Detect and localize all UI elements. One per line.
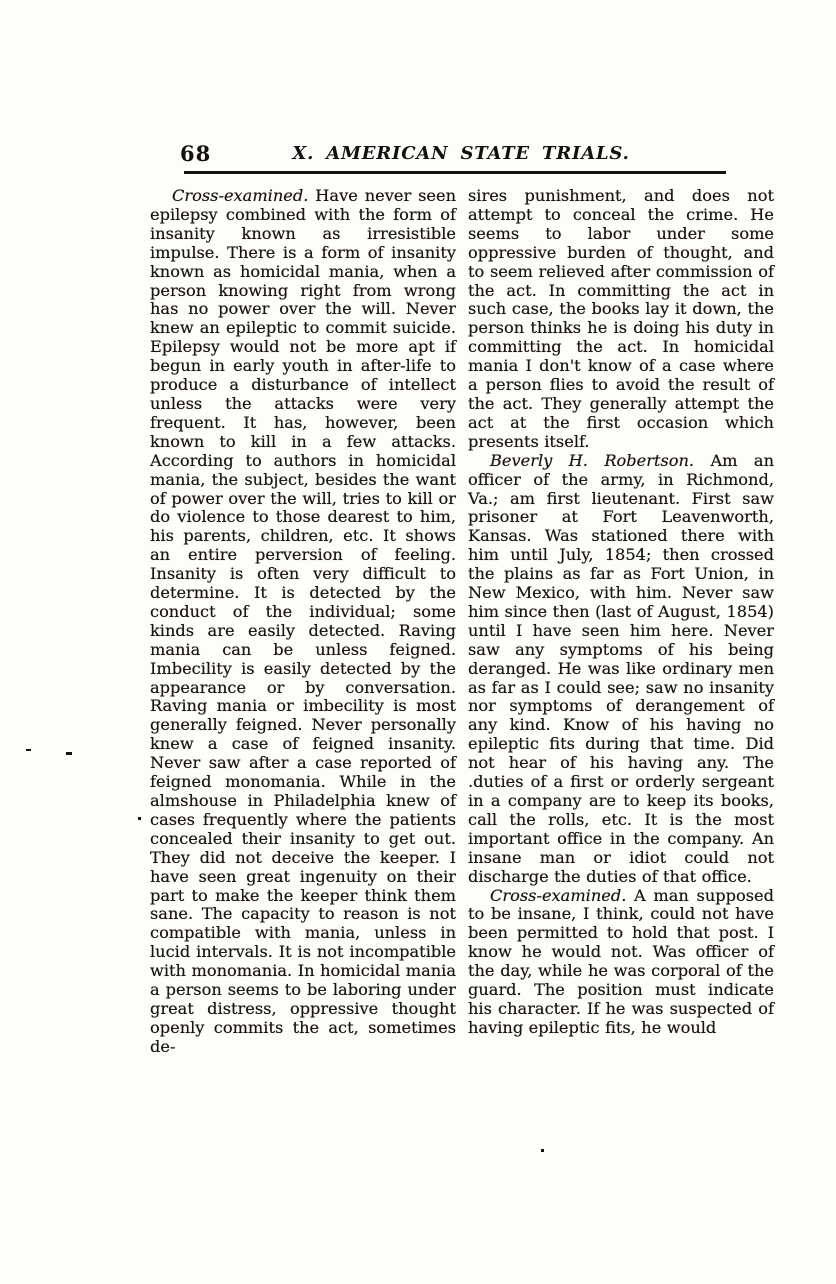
paragraph	[150, 187, 456, 1057]
paragraph-lead: Cross-examined.	[172, 186, 309, 205]
paragraph-text: sires punishment, and does not attempt to conceal the crime. He seems to labor under some oppressive burden of thought, and to seem relieved after commission of the act. In committing the act in such case, the books lay it down, the person thinks he is doing his duty in committing the act. In homicidal mania I don't know of a case where a person flies to avoid the result of the act. They generally attempt the act at the first occasion which presents itself.	[468, 186, 774, 451]
paragraph-text: Have never seen epilepsy combined with the form of insanity known as irresistible impulse. There is a form of insanity known as homicidal mania, when a person knowing right from wrong has no power over the will. Never knew an epileptic to commit suicide. Epilepsy would not be more apt if begun in early youth in after-life to produce a disturbance of intellect unless the attacks were very frequent. It has, however, been known to kill in a few attacks. According to authors in homicidal mania, the subject, besides the want of power over the will, tries to kill or do violence to those dearest to him, his parents, children, etc. It shows an entire perversion of feeling. Insanity is often very difficult to determine. It is detected by the conduct of the individual; some kinds are easily detected. Raving mania can be unless feigned. Imbecility is easily detected by the appearance or by conversation. Raving mania or imbecility is most generally feigned. Never personally knew a case of feigned insanity. Never saw after a case reported of feigned monomania. While in the almshouse in Philadelphia knew of cases frequently where the patients concealed their insanity to get out. They did not deceive the keeper. I have seen great ingenuity on their part to make the keeper think them sane. The capacity to reason is not compatible with mania, unless in lucid intervals. It is not incompatible with monomania. In homicidal mania a person seems to be laboring under great distress, oppressive thought openly commits the act, sometimes de-	[150, 186, 456, 1056]
print-artifact	[66, 752, 72, 755]
text-columns	[150, 187, 774, 1057]
left-column	[150, 187, 456, 1057]
paragraph-text: Am an officer of the army, in Richmond, Va.; am first lieutenant. First saw prisoner at Fort Leavenworth, Kansas. Was stationed there with him until July, 1854; then crossed the plains as far as Fort Union, in New Mexico, with him. Never saw him since then (last of August, 1854) until I have seen him here. Never saw any symptoms of his being deranged. He was like ordinary men as far as I could see; saw no insanity nor symptoms of derangement of any kind. Know of his having no epileptic fits during that time. Did not hear of his having any. The .duties of a first or orderly sergeant in a company are to keep its books, call the rolls, etc. It is the most important office in the company. An insane man or idiot could not discharge the duties of that office.	[468, 450, 775, 886]
paragraph-lead: Cross-examined.	[490, 885, 627, 905]
print-artifact	[541, 1149, 544, 1152]
right-column	[468, 187, 774, 1057]
paragraph-lead: Beverly H. Robertson.	[490, 450, 695, 470]
running-title: X. AMERICAN STATE TRIALS.	[292, 143, 630, 164]
paragraph-text: A man supposed to be insane, I think, could not have been permitted to hold that post. I know he would not. Was officer of the day, while he was corporal of the guard. The position must indicate his character. If he was suspected of having epileptic fits, he would	[468, 885, 774, 1037]
paragraph	[468, 452, 774, 887]
header-rule	[184, 171, 726, 174]
print-artifact	[26, 749, 31, 751]
paragraph	[468, 187, 774, 452]
print-artifact	[138, 817, 141, 820]
page-number: 68	[180, 141, 212, 166]
paragraph	[468, 887, 774, 1038]
